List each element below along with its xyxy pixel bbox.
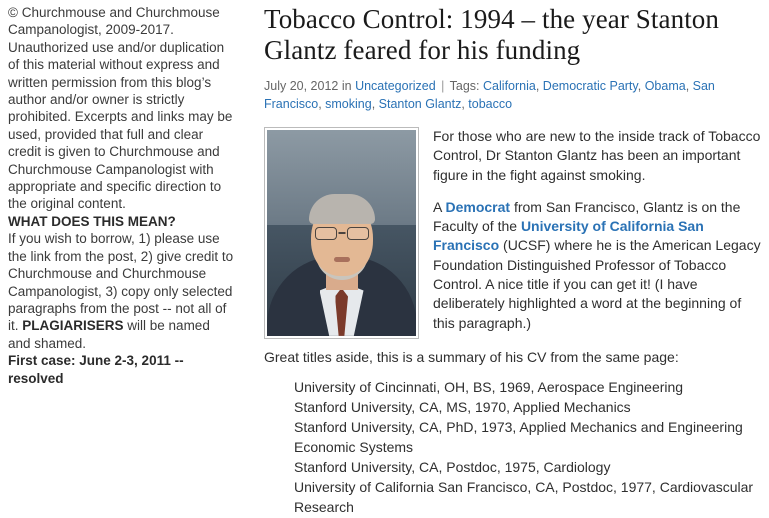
ucsf-link[interactable]: University of California San Francisco: [433, 218, 704, 254]
what-does-this-mean-heading: WHAT DOES THIS MEAN?: [8, 213, 176, 229]
copyright-text: © Churchmouse and Churchmouse Campanologist, 2009-2017. Unauthorized use and/or duplication of this material without express and written permission from this blog’s author and/or owner is strictly prohibited. Excerpts and links may be used, provided that full and clear credit is given to Churchmouse and Churchmouse Campanologist with appropriate and specific direction to the original content.: [8, 5, 233, 212]
cv-list: [264, 377, 761, 517]
tag-link-democratic-party[interactable]: Democratic Party: [542, 78, 638, 93]
copyright-notice: [8, 4, 236, 213]
democrat-link[interactable]: Democrat: [445, 198, 511, 215]
list-item: University of California San Francisco, CA, Postdoc, 1977, Cardiovascular Research: [294, 479, 754, 516]
page-title: Tobacco Control: 1994 – the year Stanton Glantz feared for his funding: [264, 4, 720, 66]
tag-link-california[interactable]: California: [483, 78, 536, 93]
tag-link-san-francisco[interactable]: San Francisco: [264, 78, 715, 111]
para2-part-b: from San Francisco, Glantz is on the Faculty of the: [433, 198, 741, 235]
meta-separator: |: [441, 78, 445, 93]
what-does-this-mean-text: If you wish to borrow, 1) please use the link from the post, 2) give credit to Churchmouse and Churchmouse Campanologist, 3) copy only selected paragraphs from the post -- not all of it.: [8, 231, 234, 334]
what-does-this-mean-block: [8, 213, 236, 352]
meta-in-label: in: [341, 78, 352, 93]
plagiarisers-text: will be named and shamed.: [8, 318, 210, 351]
first-case-text: First case: June 2-3, 2011 -- resolved: [8, 353, 184, 386]
post-category-link[interactable]: Uncategorized: [355, 78, 436, 93]
first-case-block: [8, 352, 236, 387]
portrait-image: [264, 127, 419, 339]
para2-part-c: (UCSF) where he is the American Legacy Foundation Distinguished Professor of Tobacco Control. A nice title if you can get it! (I have deliberately highlighted a word at the beginning of this paragraph.): [433, 237, 761, 331]
tag-link-stanton-glantz[interactable]: Stanton Glantz: [378, 96, 462, 111]
tag-link-obama[interactable]: Obama: [644, 78, 686, 93]
list-item: University of Cincinnati, OH, BS, 1969, Aerospace Engineering: [294, 379, 684, 396]
post-content: [250, 0, 769, 518]
cv-lead-in: Great titles aside, this is a summary of his CV from the same page:: [264, 349, 679, 365]
tags-label: Tags:: [449, 78, 480, 93]
post-meta: July 20, 2012 in Uncategorized | Tags: California, Democratic Party, Obama, San Francisco, smoking, Stanton Glantz, tobacco: [264, 78, 715, 111]
post-body: [264, 127, 761, 346]
post-date: July 20, 2012: [264, 78, 339, 93]
tag-link-smoking[interactable]: smoking: [325, 96, 372, 111]
sidebar: [0, 0, 250, 518]
list-item: Stanford University, CA, Postdoc, 1975, Cardiology: [294, 459, 611, 476]
para2-part-a: A: [433, 198, 446, 215]
plagiarisers-label: PLAGIARISERS: [22, 318, 124, 334]
tag-link-tobacco[interactable]: tobacco: [468, 96, 513, 111]
paragraph-intro-text: For those who are new to the inside track of Tobacco Control, Dr Stanton Glantz has been an important figure in the fight against smoking.: [433, 127, 761, 183]
list-item: Stanford University, CA, PhD, 1973, Applied Mechanics and Engineering Economic Systems: [294, 419, 743, 456]
list-item: Stanford University, CA, MS, 1970, Applied Mechanics: [294, 399, 631, 416]
